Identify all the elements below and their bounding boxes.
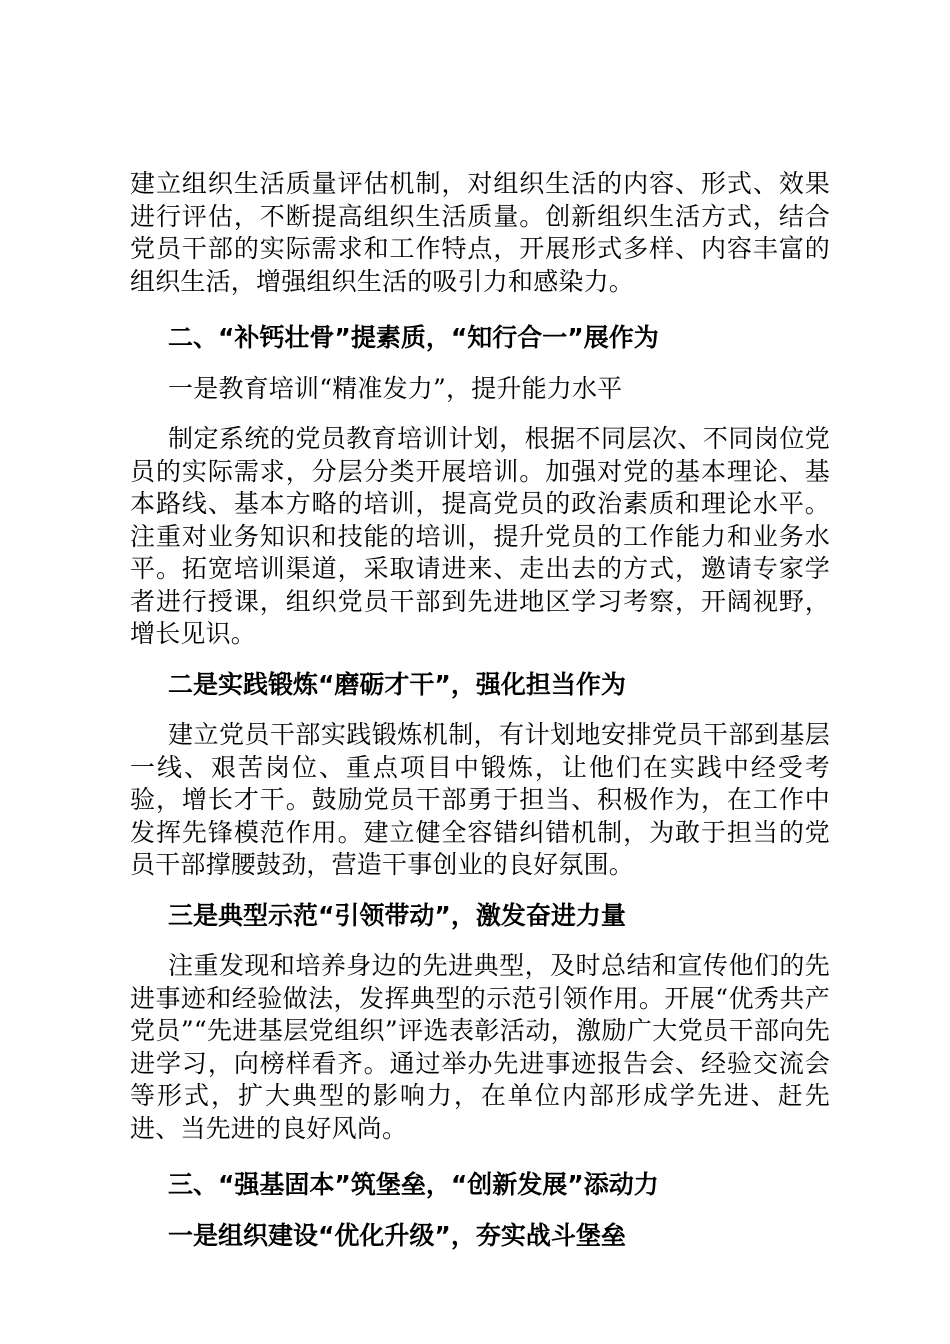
- paragraph-practice-mechanism: 建立党员干部实践锻炼机制，有计划地安排党员干部到基层一线、艰苦岗位、重点项目中锻炼，让他们在实践中经受考验，增长才干。鼓励党员干部勇于担当、积极作为，在工作中发挥先锋模范作用。建立健全容错纠错机制，为敢于担当的党员干部撑腰鼓劲，营造干事创业的良好氛围。: [130, 720, 830, 879]
- subheading-education-training: 一是教育培训“精准发力”，提升能力水平: [168, 373, 623, 403]
- subheading-model-demonstration: 三是典型示范“引领带动”，激发奋进力量: [168, 900, 626, 930]
- document-page: [130, 168, 830, 1252]
- section-heading-three: 三、“强基固本”筑堡垒，“创新发展”添动力: [168, 1170, 659, 1199]
- paragraph-advanced-models: 注重发现和培养身边的先进典型，及时总结和宣传他们的先进事迹和经验做法，发挥典型的示范引领作用。开展“优秀共产党员”“先进基层党组织”评选表彰活动，激励广大党员干部向先进学习，向榜样看齐。通过举办先进事迹报告会、经验交流会等形式，扩大典型的影响力，在单位内部形成学先进、赶先进、当先进的良好风尚。: [130, 951, 830, 1143]
- paragraph-org-life-evaluation: 建立组织生活质量评估机制，对组织生活的内容、形式、效果进行评估，不断提高组织生活质量。创新组织生活方式，结合党员干部的实际需求和工作特点，开展形式多样、内容丰富的组织生活，增强组织生活的吸引力和感染力。: [130, 169, 830, 296]
- subheading-practice-training: 二是实践锻炼“磨砺才干”，强化担当作为: [168, 669, 626, 699]
- subheading-organization-building: 一是组织建设“优化升级”，夯实战斗堡垒: [168, 1220, 626, 1250]
- paragraph-training-plan: 制定系统的党员教育培训计划，根据不同层次、不同岗位党员的实际需求，分层分类开展培训。加强对党的基本理论、基本路线、基本方略的培训，提高党员的政治素质和理论水平。注重对业务知识和技能的培训，提升党员的工作能力和业务水平。拓宽培训渠道，采取请进来、走出去的方式，邀请专家学者进行授课，组织党员干部到先进地区学习考察，开阔视野，增长见识。: [130, 424, 830, 648]
- section-heading-two: 二、“补钙壮骨”提素质，“知行合一”展作为: [168, 323, 659, 352]
